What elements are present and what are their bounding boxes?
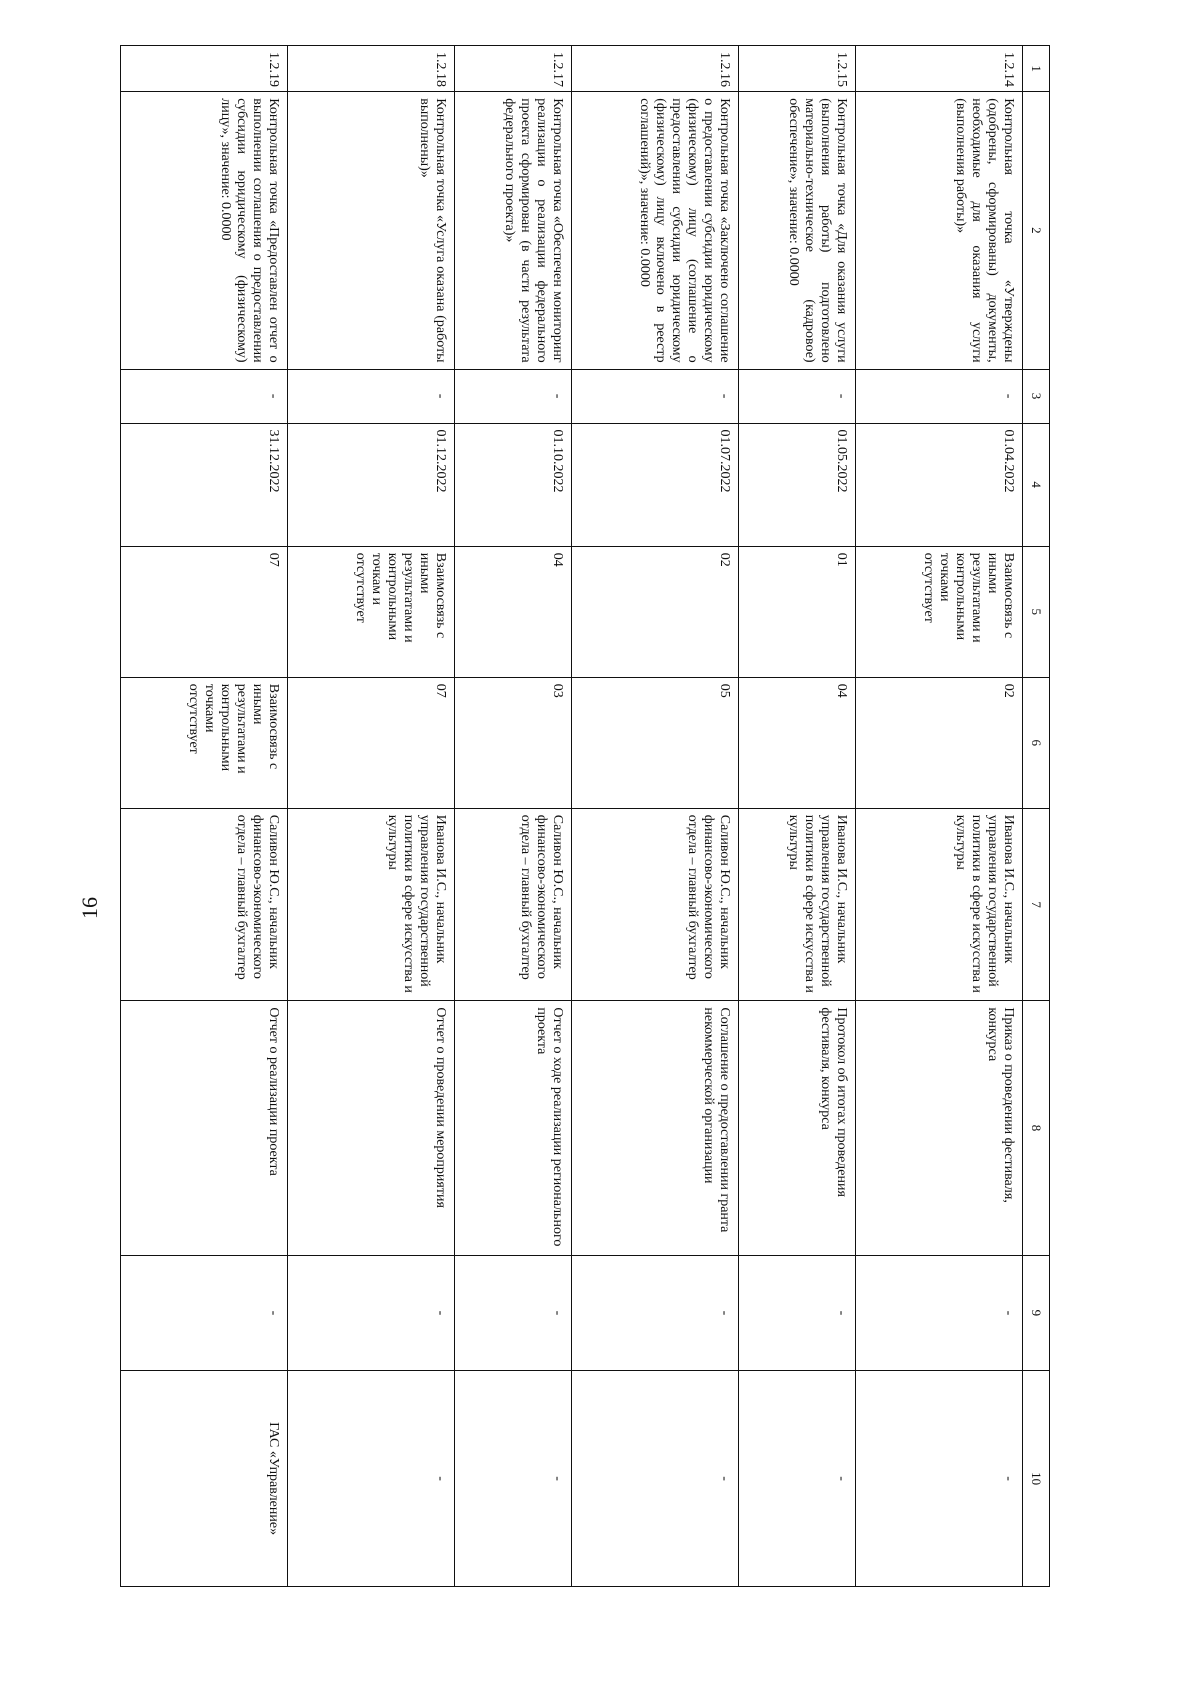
row-number: 1.2.18 bbox=[288, 46, 455, 92]
successor-cell: 02 bbox=[856, 677, 1023, 808]
date-cell: 01.04.2022 bbox=[856, 423, 1023, 546]
control-point-name: Контрольная точка «Обеспечен мониторинг реализации о реализации федерального проекта сформирован (в части результата федерального проекта)» bbox=[455, 92, 572, 369]
table-row bbox=[121, 46, 288, 1587]
responsible-cell: Саливон Ю.С., начальник финансово-экономического отдела – главный бухгалтер bbox=[121, 808, 288, 1001]
date-cell: 01.05.2022 bbox=[739, 423, 856, 546]
table-row bbox=[856, 46, 1023, 1587]
document-cell: Приказ о проведении фестиваля, конкурса bbox=[856, 1001, 1023, 1255]
header-cell: 4 bbox=[1023, 423, 1050, 546]
rotated-table-wrapper bbox=[120, 45, 1050, 1587]
row-number: 1.2.19 bbox=[121, 46, 288, 92]
predecessor-cell: 07 bbox=[121, 546, 288, 677]
predecessor-cell: 04 bbox=[455, 546, 572, 677]
row-number: 1.2.15 bbox=[739, 46, 856, 92]
control-point-name: Контрольная точка «Утверждены (одобрены, сформированы) документы, необходимые для оказания услуги (выполнения работы)» bbox=[856, 92, 1023, 369]
responsible-cell: Иванова И.С., начальник управления государственной политики в сфере искусства и культуры bbox=[856, 808, 1023, 1001]
info-system-cell: - bbox=[455, 1371, 572, 1587]
control-point-name: Контрольная точка «Услуга оказана (работы выполнены)» bbox=[288, 92, 455, 369]
info-system-cell: - bbox=[856, 1371, 1023, 1587]
cell-col-9: - bbox=[455, 1255, 572, 1371]
cell-col-3: - bbox=[288, 369, 455, 423]
control-point-name: Контрольная точка «Предоставлен отчет о выполнении соглашения о предоставлении субсидии юридическому (физическому) лицу», значение: 0.0000 bbox=[121, 92, 288, 369]
control-point-name: Контрольная точка «Для оказания услуги (выполнения работы) подготовлено материально-техническое (кадровое) обеспечение», значение: 0.0000 bbox=[739, 92, 856, 369]
header-cell: 7 bbox=[1023, 808, 1050, 1001]
successor-cell: Взаимосвязь с иными результатами и контрольными точками отсутствует bbox=[121, 677, 288, 808]
table-row bbox=[739, 46, 856, 1587]
date-cell: 01.10.2022 bbox=[455, 423, 572, 546]
predecessor-cell: Взаимосвязь с иными результатами и контрольными точкам и отсутствует bbox=[288, 546, 455, 677]
table-row bbox=[455, 46, 572, 1587]
page-number: 16 bbox=[77, 897, 102, 919]
header-cell: 2 bbox=[1023, 92, 1050, 369]
table-row bbox=[572, 46, 739, 1587]
cell-col-9: - bbox=[572, 1255, 739, 1371]
info-system-cell: - bbox=[572, 1371, 739, 1587]
row-number: 1.2.17 bbox=[455, 46, 572, 92]
table-row bbox=[288, 46, 455, 1587]
cell-col-9: - bbox=[121, 1255, 288, 1371]
cell-col-3: - bbox=[572, 369, 739, 423]
header-row bbox=[1023, 46, 1050, 1587]
header-cell: 6 bbox=[1023, 677, 1050, 808]
row-number: 1.2.14 bbox=[856, 46, 1023, 92]
predecessor-cell: Взаимосвязь с иными результатами и контрольными точками отсутствует bbox=[856, 546, 1023, 677]
cell-col-9: - bbox=[739, 1255, 856, 1371]
info-system-cell: - bbox=[739, 1371, 856, 1587]
info-system-cell: ГАС «Управление» bbox=[121, 1371, 288, 1587]
date-cell: 31.12.2022 bbox=[121, 423, 288, 546]
row-number: 1.2.16 bbox=[572, 46, 739, 92]
document-cell: Отчет о проведении мероприятия bbox=[288, 1001, 455, 1255]
header-cell: 3 bbox=[1023, 369, 1050, 423]
cell-col-9: - bbox=[288, 1255, 455, 1371]
cell-col-3: - bbox=[121, 369, 288, 423]
successor-cell: 03 bbox=[455, 677, 572, 808]
document-cell: Соглашение о предоставлении гранта некоммерческой организации bbox=[572, 1001, 739, 1255]
control-point-name: Контрольная точка «Заключено соглашение о предоставлении субсидии юридическому (физическому) лицу (соглашение о предоставлении субсидии юридическому (физическому) лицу включено в реестр соглашений)», значение: 0.0000 bbox=[572, 92, 739, 369]
header-cell: 5 bbox=[1023, 546, 1050, 677]
cell-col-3: - bbox=[739, 369, 856, 423]
successor-cell: 04 bbox=[739, 677, 856, 808]
date-cell: 01.12.2022 bbox=[288, 423, 455, 546]
info-system-cell: - bbox=[288, 1371, 455, 1587]
header-cell: 10 bbox=[1023, 1371, 1050, 1587]
successor-cell: 07 bbox=[288, 677, 455, 808]
responsible-cell: Саливон Ю.С., начальник финансово-экономического отдела – главный бухгалтер bbox=[455, 808, 572, 1001]
predecessor-cell: 01 bbox=[739, 546, 856, 677]
predecessor-cell: 02 bbox=[572, 546, 739, 677]
header-cell: 8 bbox=[1023, 1001, 1050, 1255]
date-cell: 01.07.2022 bbox=[572, 423, 739, 546]
control-points-table bbox=[120, 45, 1050, 1587]
document-cell: Отчет о реализации проекта bbox=[121, 1001, 288, 1255]
responsible-cell: Иванова И.С., начальник управления государственной политики в сфере искусства и культуры bbox=[288, 808, 455, 1001]
header-cell: 1 bbox=[1023, 46, 1050, 92]
document-cell: Отчет о ходе реализации регионального проекта bbox=[455, 1001, 572, 1255]
header-cell: 9 bbox=[1023, 1255, 1050, 1371]
responsible-cell: Иванова И.С., начальник управления государственной политики в сфере искусства и культуры bbox=[739, 808, 856, 1001]
cell-col-9: - bbox=[856, 1255, 1023, 1371]
responsible-cell: Саливон Ю.С., начальник финансово-экономического отдела – главный бухгалтер bbox=[572, 808, 739, 1001]
successor-cell: 05 bbox=[572, 677, 739, 808]
cell-col-3: - bbox=[455, 369, 572, 423]
cell-col-3: - bbox=[856, 369, 1023, 423]
document-cell: Протокол об итогах проведения фестиваля, конкурса bbox=[739, 1001, 856, 1255]
